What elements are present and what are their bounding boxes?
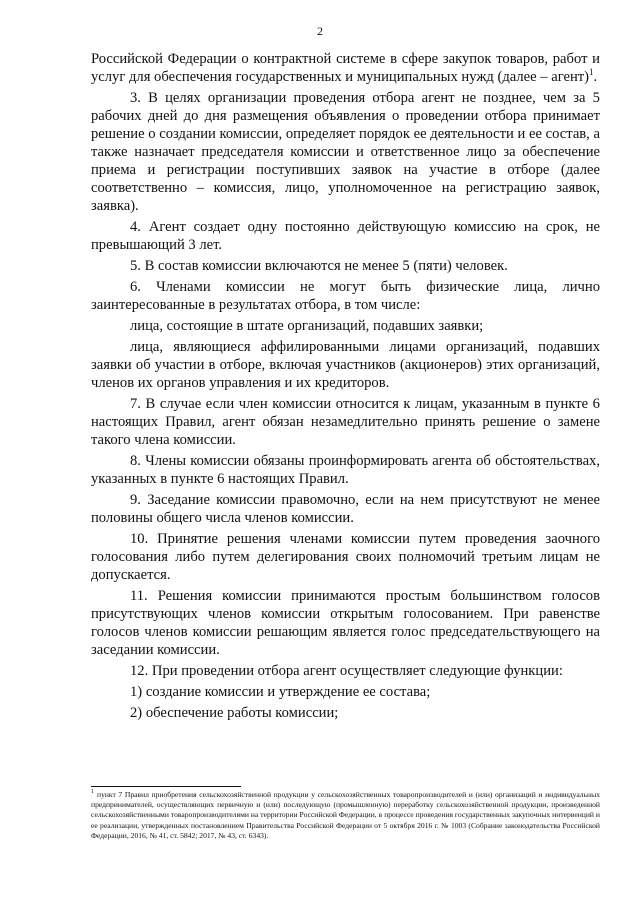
clause-text: Агент создает одну постоянно действующую комиссию на срок, не превышающий 3 лет. [91,219,601,253]
clause-6 [91,278,600,314]
clause-number: 6. [130,279,141,295]
clause-3 [91,89,600,215]
clause-number: 3. [130,90,141,106]
clause-text: В состав комиссии включаются не менее 5 (пяти) человек. [144,258,508,274]
clause-7 [91,395,600,449]
clause-text: создание комиссии и утверждение ее состава; [145,684,431,700]
footnote-text: пункт 7 Правил приобретения сельскохозяйственной продукции у сельскохозяйственных товаропроизводителей и (или) организаций и индивидуальных предпринимателей, осуществляющих первичную и (или) последующую (промышленную) переработку сельскохозяйственной продукции, произведенной сельскохозяйственными товаропроизводителями на территории Российской Федерации, в процессе проведения государственных закупочных интервенций и ее реализации, утвержденных постановлением Правительства Российской Федерации от 5 октября 2016 г. № 1003 (Собрание законодательства Российской Федерации, 2016, № 41, ст. 5842; 2017, № 43, ст. 6343). [91,790,600,840]
clause-5 [91,257,600,275]
footnote [91,790,600,841]
clause-text: лица, являющиеся аффилированными лицами организаций, подавших заявки об участии в отборе, включая участников (акционеров) этих организаций, членов их органов управления и их кредиторов. [91,339,600,391]
page-number: 2 [317,24,323,38]
clause-number: 11. [130,588,148,604]
footnote-mark: 1 [91,789,94,796]
clause-text: Члены комиссии обязаны проинформировать агента об обстоятельствах, указанных в пункте 6 настоящих Правил. [91,453,600,487]
clause-number: 9. [130,492,141,508]
clause-number: 5. [130,258,141,274]
clause-number: 2) [130,705,143,721]
clause-6-item-1 [91,317,600,335]
clause-12-item-1 [91,683,600,701]
clause-4 [91,218,600,254]
clause-text: При проведении отбора агент осуществляет следующие функции: [151,663,563,679]
clause-6-item-2 [91,338,600,392]
clause-12-item-2 [91,704,600,722]
clause-number: 4. [130,219,141,235]
clause-10 [91,530,600,584]
clause-9 [91,491,600,527]
paragraph-continuation [91,50,600,86]
clause-number: 1) [130,684,143,700]
clause-text: Заседание комиссии правомочно, если на нем присутствуют не менее половины общего числа членов комиссии. [91,492,601,526]
clause-text: В случае если член комиссии относится к лицам, указанным в пункте 6 настоящих Правил, агент обязан незамедлительно принять решение о замене такого члена комиссии. [91,396,600,448]
footnote-separator [91,786,241,787]
clause-text: лица, состоящие в штате организаций, подавших заявки; [130,318,484,334]
clause-number: 12. [130,663,149,679]
clause-number: 8. [130,453,141,469]
clause-text: В целях организации проведения отбора агент не позднее, чем за 5 рабочих дней до дня размещения объявления о проведении отбора принимает решение о создании комиссии, определяет порядок ее деятельности и ее состав, а также назначает председателя комиссии и ответственное лицо за обеспечение приема и регистрации поступивших заявок на участие в отборе (далее соответственно – комиссия, лицо, уполномоченное на регистрацию заявок, заявка). [91,90,600,214]
paragraph-text: Российской Федерации о контрактной системе в сфере закупок товаров, работ и услуг для обеспечения государственных и муниципальных нужд (далее – агент) [91,51,600,85]
clause-text: Решения комиссии принимаются простым большинством голосов присутствующих членов комиссии открытым голосованием. При равенстве голосов членов комиссии решающим является голос председательствующего на заседании комиссии. [91,588,600,658]
clause-text: Членами комиссии не могут быть физические лица, лично заинтересованные в результатах отбора, в том числе: [91,279,600,313]
clause-text: Принятие решения членами комиссии путем проведения заочного голосования либо путем делегирования своих полномочий третьим лицам не допускается. [91,531,600,583]
clause-12 [91,662,600,680]
clause-number: 10. [130,531,149,547]
clause-text: обеспечение работы комиссии; [145,705,339,721]
paragraph-tail: . [593,69,598,85]
clause-8 [91,452,600,488]
clause-number: 7. [130,396,141,412]
footnote-reference: 1 [589,67,594,78]
clause-11 [91,587,600,659]
document-body [91,50,600,725]
